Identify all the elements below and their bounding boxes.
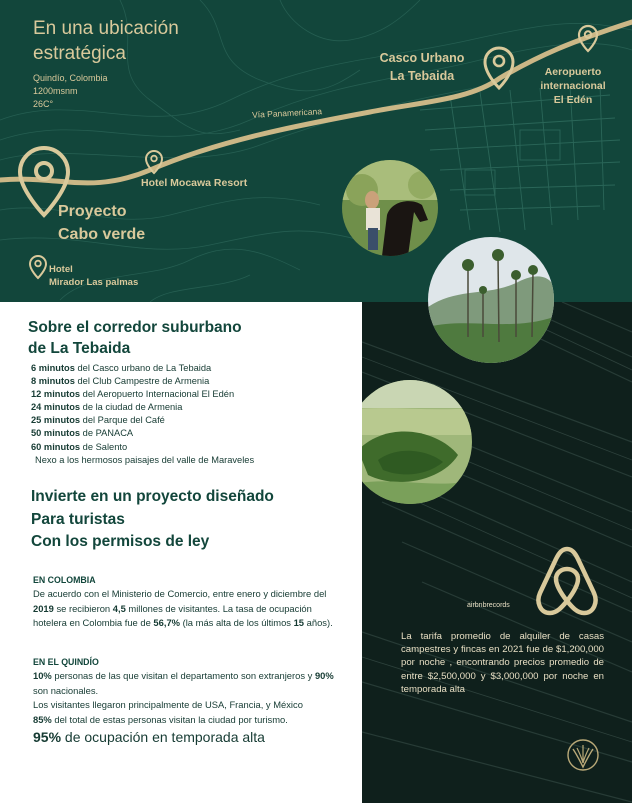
list-item: 8 minutos del Club Campestre de Armenia <box>31 376 210 387</box>
list-item: 50 minutos de PANACA <box>31 428 134 439</box>
label-proyecto-cabo-verde: Proyecto Cabo verde <box>58 203 146 243</box>
horse-rider-image <box>342 160 438 256</box>
label-via-panamericana: Vía Panamericana <box>251 106 323 120</box>
photo-wax-palms <box>428 237 554 363</box>
info-panel <box>0 302 362 803</box>
label-hotel-mirador: Hotel Mirador Las palmas <box>49 264 139 288</box>
map-title: En una ubicación estratégica <box>33 18 179 64</box>
corredor-heading: Sobre el corredor suburbano de La Tebaida <box>28 319 242 357</box>
pin-hotel-icon <box>30 256 46 278</box>
list-item: 60 minutos de Salento <box>31 441 128 452</box>
quindio-line-1: 10% personas de las que visitan el departamento son extranjeros y 90% son nacionales. <box>33 670 334 696</box>
location-meta: Quindío, Colombia 1200msnm 26C° <box>33 73 108 109</box>
label-hotel-mocawa: Hotel Mocawa Resort <box>141 177 248 189</box>
quindio-line-3: 85% del total de estas personas visitan la ciudad por turismo. <box>33 713 288 725</box>
quindio-section <box>33 655 343 747</box>
tarifa-paragraph: La tarifa promedio de alquiler de casas campestres y fincas en 2021 fue de $1,200,000 por noche , encontrando precios promedio de entre $2,500,000 y $3,000,000 por noche en temporada alta <box>401 631 604 695</box>
nexo-text: Nexo a los hermosos paisajes del valle de Maraveles <box>35 454 255 465</box>
ocupacion-highlight: 95% de ocupación en temporada alta <box>33 729 265 746</box>
label-casco-urbano: Casco Urbano La Tebaida <box>379 51 465 83</box>
colombia-heading: EN COLOMBIA <box>33 575 96 585</box>
airbnb-records-label: airbnbrecords <box>467 602 510 609</box>
colombia-paragraph: De acuerdo con el Ministerio de Comercio, entre enero y diciembre del 2019 se recibieron 4,5 millones de visitantes. La tasa de ocupación hotelera en Colombia fue de 56,7% (la más alta de los últimos 15 años). <box>33 588 333 629</box>
quindio-line-2: Los visitantes llegaron principalmente de USA, Francia, y México <box>33 699 303 711</box>
list-item: 12 minutos del Aeropuerto Internacional El Edén <box>31 389 235 400</box>
green-valley-image <box>348 380 472 504</box>
photo-green-valley <box>348 380 472 504</box>
list-item: 6 minutos del Casco urbano de La Tebaida <box>31 363 212 373</box>
photo-horse-rider <box>342 160 438 256</box>
brand-corner-logo-icon <box>565 737 601 773</box>
wax-palms-image <box>428 237 554 363</box>
list-item: 24 minutos de la ciudad de Armenia <box>31 402 183 413</box>
quindio-heading: EN EL QUINDÍO <box>33 657 99 667</box>
airbnb-logo-icon <box>532 543 602 619</box>
colombia-section <box>33 573 343 631</box>
distances-list <box>31 362 254 467</box>
invierte-heading: Invierte en un proyecto diseñado Para turistas Con los permisos de ley <box>31 488 274 550</box>
label-aeropuerto: Aeropuerto internacional El Edén <box>540 66 606 106</box>
list-item: 25 minutos del Parque del Café <box>31 415 165 426</box>
